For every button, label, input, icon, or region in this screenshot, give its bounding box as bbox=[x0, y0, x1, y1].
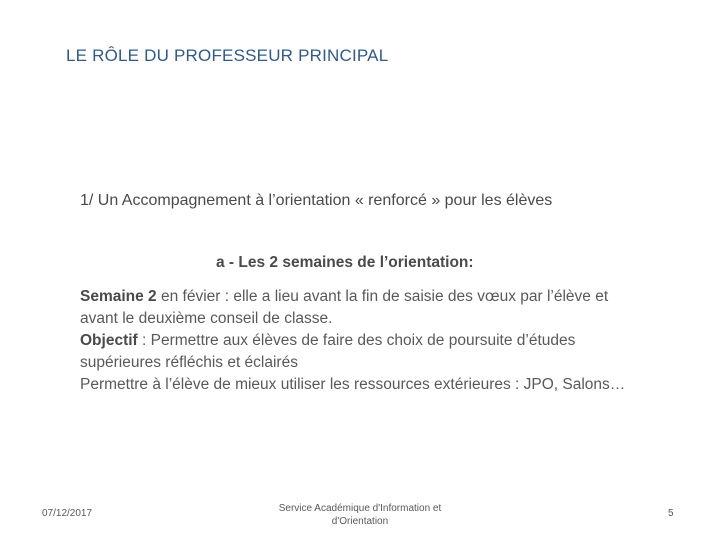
paragraph-ressources: Permettre à l’élève de mieux utiliser les ressources extérieures : JPO, Salons… bbox=[80, 376, 626, 393]
page-number: 5 bbox=[668, 508, 674, 519]
paragraph-semaine: Semaine 2 en févier : elle a lieu avant la fin de saisie des vœux par l’élève et avant le deuxième conseil de classe. bbox=[80, 288, 609, 327]
section-heading: a - Les 2 semaines de l’orientation: bbox=[216, 254, 474, 271]
paragraph-objectif: Objectif : Permettre aux élèves de faire des choix de poursuite d’études supérieures réfléchis et éclairés bbox=[80, 332, 576, 371]
slide-title: LE RÔLE DU PROFESSEUR PRINCIPAL bbox=[66, 46, 389, 65]
subtitle: 1/ Un Accompagnement à l’orientation « renforcé » pour les élèves bbox=[80, 192, 553, 209]
footer-date: 07/12/2017 bbox=[42, 508, 93, 519]
body-text bbox=[80, 286, 640, 396]
footer-organization: Service Académique d'Information et d'Orientation bbox=[278, 503, 442, 527]
